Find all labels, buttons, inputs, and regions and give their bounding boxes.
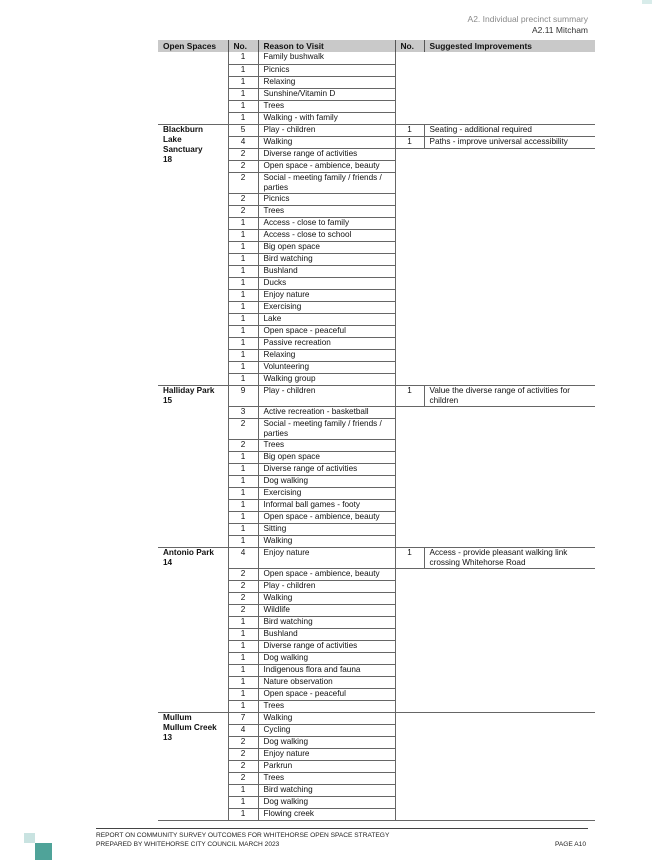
reason-text-cell: Enjoy nature [258,289,395,301]
reason-count-cell: 1 [228,616,258,628]
reason-text-cell: Trees [258,205,395,217]
open-space-name-line: 13 [163,732,173,742]
reason-text-cell: Trees [258,439,395,451]
reason-count-cell: 4 [228,136,258,148]
reason-count-cell: 1 [228,796,258,808]
reason-text-cell: Flowing creek [258,808,395,820]
reason-text-cell: Open space - peaceful [258,688,395,700]
reason-count-cell: 1 [228,499,258,511]
open-space-name-line: Halliday Park [163,385,215,395]
reason-count-cell: 4 [228,724,258,736]
reason-text-cell: Picnics [258,64,395,76]
reason-text-cell: Active recreation - basketball [258,406,395,418]
page-number: PAGE A10 [554,841,586,848]
reason-count-cell: 1 [228,463,258,475]
reason-count-cell: 1 [228,313,258,325]
reason-count-cell: 7 [228,712,258,724]
reason-count-cell: 1 [228,76,258,88]
improvement-text-empty [424,568,595,712]
col-header-count: No. [228,40,258,52]
reason-text-cell: Lake [258,313,395,325]
reason-text-cell: Trees [258,700,395,712]
reason-count-cell: 1 [228,229,258,241]
reason-text-cell: Play - children [258,124,395,136]
table-header-row [158,40,595,52]
col-header-reason: Reason to Visit [258,40,395,52]
footer-prepared-by: PREPARED BY WHITEHORSE CITY COUNCIL MARCH 2023 [96,841,280,848]
col-header-open-spaces: Open Spaces [158,40,228,52]
improvement-text-empty [424,406,595,547]
reason-count-cell: 2 [228,736,258,748]
reason-text-cell: Dog walking [258,736,395,748]
improvement-count-empty [395,568,424,712]
reason-count-cell: 1 [228,301,258,313]
reason-count-cell: 1 [228,664,258,676]
reason-text-cell: Dog walking [258,652,395,664]
improvement-count-cell: 1 [395,385,424,406]
open-space-name-cell [158,52,228,124]
open-space-name-line: Lake [163,134,182,144]
reason-text-cell: Walking [258,712,395,724]
improvement-count-empty [395,148,424,385]
reason-text-cell: Big open space [258,241,395,253]
reason-text-cell: Big open space [258,451,395,463]
table-row [158,124,595,136]
reason-count-cell: 1 [228,511,258,523]
reason-text-cell: Bird watching [258,616,395,628]
reason-text-cell: Nature observation [258,676,395,688]
reason-text-cell: Informal ball games - footy [258,499,395,511]
reason-count-cell: 1 [228,277,258,289]
reason-text-cell: Walking - with family [258,112,395,124]
open-space-name-line: Blackburn [163,124,204,134]
open-space-name-line: Mullum [163,712,192,722]
reason-text-cell: Play - children [258,580,395,592]
reason-count-cell: 2 [228,592,258,604]
reason-text-cell: Bird watching [258,253,395,265]
open-space-name-cell [158,385,228,547]
reason-text-cell: Parkrun [258,760,395,772]
reason-text-cell: Enjoy nature [258,547,395,568]
improvement-text-cell: Value the diverse range of activities for children [424,385,595,406]
reason-text-cell: Social - meeting family / friends / parties [258,172,395,193]
reason-count-cell: 1 [228,475,258,487]
improvement-text-cell: Paths - improve universal accessibility [424,136,595,148]
improvement-text-cell: Seating - additional required [424,124,595,136]
reason-count-cell: 1 [228,373,258,385]
col-header-improvement-count: No. [395,40,424,52]
table-row [158,52,595,64]
table-row [158,712,595,724]
reason-text-cell: Exercising [258,301,395,313]
improvement-count-cell: 1 [395,124,424,136]
improvement-count-cell: 1 [395,136,424,148]
improvement-text-cell: Access - provide pleasant walking link crossing Whitehorse Road [424,547,595,568]
reason-count-cell: 1 [228,784,258,796]
reason-text-cell: Diverse range of activities [258,148,395,160]
reason-count-cell: 1 [228,451,258,463]
reason-count-cell: 1 [228,688,258,700]
reason-count-cell: 1 [228,52,258,64]
reason-count-cell: 1 [228,337,258,349]
reason-text-cell: Open space - ambience, beauty [258,511,395,523]
open-space-name-line: 18 [163,154,173,164]
reason-text-cell: Wildlife [258,604,395,616]
reason-text-cell: Access - close to school [258,229,395,241]
reason-count-cell: 1 [228,487,258,499]
reason-count-cell: 2 [228,148,258,160]
reason-count-cell: 2 [228,439,258,451]
reason-count-cell: 1 [228,808,258,820]
reason-text-cell: Exercising [258,487,395,499]
col-header-improvements: Suggested Improvements [424,40,595,52]
improvement-text-empty [424,148,595,385]
reason-text-cell: Dog walking [258,796,395,808]
reason-count-cell: 1 [228,289,258,301]
reason-count-cell: 2 [228,580,258,592]
open-space-name-line: 15 [163,395,173,405]
reason-text-cell: Diverse range of activities [258,463,395,475]
reason-text-cell: Picnics [258,193,395,205]
reason-count-cell: 1 [228,88,258,100]
reason-count-cell: 1 [228,676,258,688]
footer-accent-square-light [24,833,35,843]
footer-report-title: REPORT ON COMMUNITY SURVEY OUTCOMES FOR WHITEHORSE OPEN SPACE STRATEGY [96,832,390,839]
reason-text-cell: Open space - ambience, beauty [258,568,395,580]
reason-text-cell: Walking [258,535,395,547]
reason-count-cell: 1 [228,640,258,652]
open-space-name-line: Sanctuary [163,144,203,154]
table-row [158,385,595,406]
reason-text-cell: Trees [258,772,395,784]
reason-count-cell: 1 [228,535,258,547]
reason-text-cell: Trees [258,100,395,112]
reason-text-cell: Bushland [258,265,395,277]
reason-text-cell: Cycling [258,724,395,736]
reason-count-cell: 1 [228,652,258,664]
footer-accent-square-teal [35,843,52,860]
open-space-name-cell [158,712,228,820]
reason-count-cell: 2 [228,748,258,760]
reason-text-cell: Diverse range of activities [258,640,395,652]
reason-count-cell: 1 [228,217,258,229]
reason-text-cell: Relaxing [258,76,395,88]
reason-text-cell: Ducks [258,277,395,289]
reason-text-cell: Open space - peaceful [258,325,395,337]
improvement-count-empty [395,712,424,820]
reason-count-cell: 2 [228,568,258,580]
reason-text-cell: Bushland [258,628,395,640]
improvement-count-cell: 1 [395,547,424,568]
table-row [158,547,595,568]
reason-count-cell: 1 [228,325,258,337]
reason-text-cell: Walking [258,592,395,604]
reason-count-cell: 2 [228,193,258,205]
reason-text-cell: Access - close to family [258,217,395,229]
reason-text-cell: Walking [258,136,395,148]
open-space-name-line: Antonio Park [163,547,214,557]
reason-text-cell: Enjoy nature [258,748,395,760]
corner-accent [642,0,652,4]
reason-count-cell: 1 [228,64,258,76]
reason-count-cell: 3 [228,406,258,418]
reason-count-cell: 2 [228,772,258,784]
improvement-text-empty [424,712,595,820]
reason-text-cell: Family bushwalk [258,52,395,64]
reason-text-cell: Sunshine/Vitamin D [258,88,395,100]
reason-text-cell: Relaxing [258,349,395,361]
reason-count-cell: 9 [228,385,258,406]
reason-text-cell: Walking group [258,373,395,385]
reason-count-cell: 1 [228,349,258,361]
reason-count-cell: 2 [228,760,258,772]
reason-text-cell: Bird watching [258,784,395,796]
reason-count-cell: 2 [228,418,258,439]
footer-rule [96,828,588,829]
subsection-title: A2.11 Mitcham [531,25,588,35]
reason-text-cell: Sitting [258,523,395,535]
improvement-count-empty [395,406,424,547]
improvement-count-empty [395,52,424,124]
section-title: A2. Individual precinct summary [467,14,588,24]
improvement-text-empty [424,52,595,124]
reason-count-cell: 1 [228,265,258,277]
reason-count-cell: 1 [228,241,258,253]
table-body [158,52,595,820]
reason-text-cell: Open space - ambience, beauty [258,160,395,172]
reason-text-cell: Dog walking [258,475,395,487]
reason-count-cell: 1 [228,628,258,640]
open-space-name-cell [158,547,228,712]
reason-count-cell: 1 [228,523,258,535]
reason-count-cell: 1 [228,253,258,265]
open-space-name-line: Mullum Creek [163,722,217,732]
open-space-name-cell [158,124,228,385]
reason-text-cell: Volunteering [258,361,395,373]
reason-count-cell: 1 [228,361,258,373]
reason-count-cell: 1 [228,112,258,124]
open-space-name-line: 14 [163,557,173,567]
reason-count-cell: 1 [228,100,258,112]
reason-count-cell: 2 [228,172,258,193]
survey-summary-table [158,40,595,821]
reason-text-cell: Indigenous flora and fauna [258,664,395,676]
reason-text-cell: Social - meeting family / friends / parties [258,418,395,439]
reason-count-cell: 5 [228,124,258,136]
reason-count-cell: 2 [228,205,258,217]
reason-text-cell: Play - children [258,385,395,406]
reason-count-cell: 1 [228,700,258,712]
reason-count-cell: 4 [228,547,258,568]
reason-count-cell: 2 [228,604,258,616]
reason-count-cell: 2 [228,160,258,172]
reason-text-cell: Passive recreation [258,337,395,349]
